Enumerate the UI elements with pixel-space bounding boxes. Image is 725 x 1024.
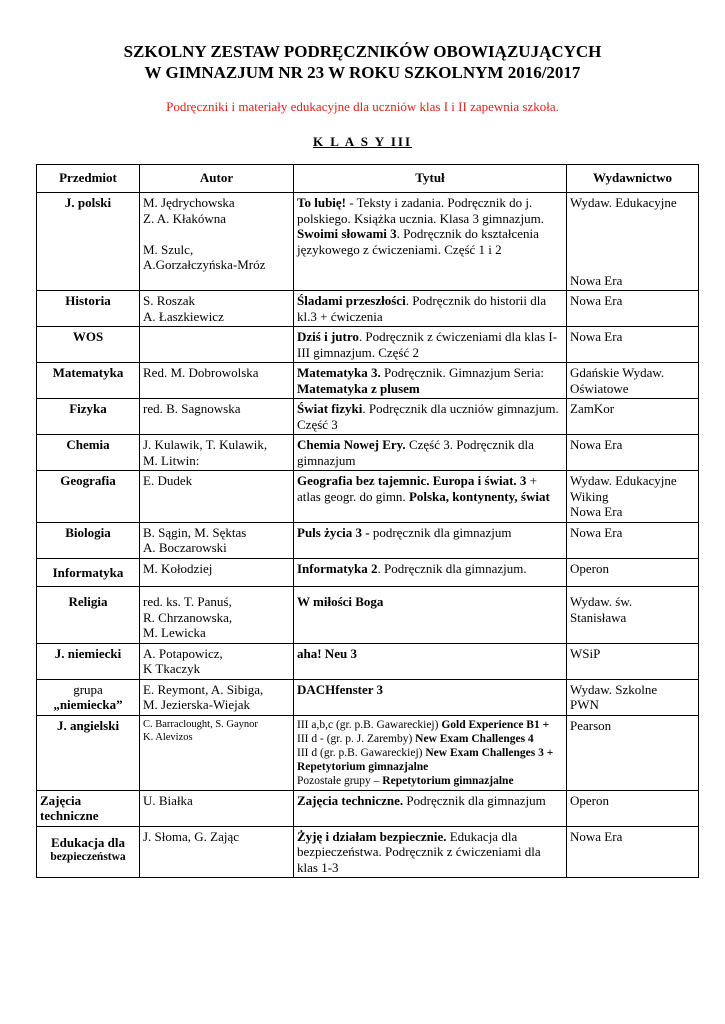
book-description: . Podręcznik dla uczniów gimnazjum. Część 3 <box>297 401 559 432</box>
publisher-line: Nowa Era <box>570 504 623 519</box>
author-cell <box>140 193 294 291</box>
column-header-publisher: Wydawnictwo <box>567 165 699 193</box>
book-description: . Podręcznik dla gimnazjum. <box>377 560 527 576</box>
publisher-line: Stanisława <box>570 609 627 625</box>
author-cell <box>140 643 294 679</box>
column-header-author: Autor <box>140 165 294 193</box>
book-title: Puls życia 3 - <box>297 524 370 540</box>
publisher-cell: Nowa Era <box>567 435 699 471</box>
publisher-cell: Operon <box>567 790 699 826</box>
book-title: New Exam Challenges 3 + Repetytorium gimnazjalne <box>297 746 554 773</box>
publisher-cell: Pearson <box>567 715 699 790</box>
table-row <box>37 715 699 790</box>
column-header-title: Tytuł <box>294 165 567 193</box>
table-row <box>37 522 699 558</box>
author-line: M. Lewicka <box>143 625 206 640</box>
publisher-line: PWN <box>570 697 599 712</box>
publisher-cell: Nowa Era <box>567 291 699 327</box>
publisher-line: Wydaw. Edukacyjne <box>570 473 677 488</box>
author-line: A.Gorzałczyńska-Mróz <box>143 257 266 272</box>
document-title-line-2: W GIMNAZJUM NR 23 W ROKU SZKOLNYM 2016/2017 <box>144 63 581 82</box>
author-line: E. Reymont, A. Sibiga, <box>143 681 264 697</box>
subject-cell: Biologia <box>37 522 140 558</box>
title-cell <box>294 587 567 644</box>
book-title: W miłości Boga <box>297 594 384 609</box>
subject-line: grupa <box>73 681 103 697</box>
publisher-line: Nowa Era <box>570 272 623 288</box>
title-cell <box>294 679 567 715</box>
book-title: To lubię! <box>297 195 347 210</box>
textbook-table <box>36 164 699 878</box>
publisher-cell: ZamKor <box>567 399 699 435</box>
author-line: A. Potapowicz, <box>143 645 223 661</box>
publisher-cell: Operon <box>567 558 699 587</box>
author-cell: U. Białka <box>140 790 294 826</box>
book-title: Gold Experience B1 + <box>441 718 550 731</box>
table-row <box>37 399 699 435</box>
author-line: S. Roszak <box>143 293 195 308</box>
atlas-title: Polska, kontynenty, świat <box>408 488 550 504</box>
book-title: Śladami przeszłości <box>297 293 406 308</box>
subject-cell: Informatyka <box>37 558 140 587</box>
publisher-cell: WSiP <box>567 643 699 679</box>
subject-cell: Religia <box>37 587 140 644</box>
author-line: C. Barraclought, S. Gaynor <box>143 718 258 730</box>
author-line: B. Sągin, M. Sęktas <box>143 524 247 540</box>
table-row <box>37 587 699 644</box>
author-cell <box>140 679 294 715</box>
book-title: Chemia Nowej Ery. <box>297 437 406 452</box>
book-title: Dziś i jutro <box>297 329 359 344</box>
book-title: Swoimi słowami 3 <box>297 226 397 241</box>
title-cell <box>294 790 567 826</box>
book-description: . Podręcznik do historii dla kl.3 + ćwiczenia <box>297 293 547 324</box>
author-cell <box>140 327 294 363</box>
table-header-row <box>37 165 699 193</box>
table-row <box>37 291 699 327</box>
title-cell <box>294 471 567 523</box>
author-cell <box>140 435 294 471</box>
publisher-line: Oświatowe <box>570 380 629 396</box>
group-label: III d - (gr. p. J. Zaremby) <box>297 732 416 745</box>
author-line: Z. A. Kłakówna <box>143 210 227 226</box>
author-cell: red. B. Sagnowska <box>140 399 294 435</box>
subject-cell: WOS <box>37 327 140 363</box>
table-row <box>37 679 699 715</box>
school-supplied-note: Podręczniki i materiały edukacyjne dla uczniów klas I i II zapewnia szkoła. <box>166 99 559 114</box>
subject-line: techniczne <box>40 808 99 823</box>
subject-cell <box>37 679 140 715</box>
book-description: Podręcznik dla gimnazjum <box>403 792 546 808</box>
book-title: Matematyka 3. <box>297 365 381 380</box>
book-description: + atlas geogr. do gimn. <box>297 473 537 504</box>
publisher-cell: Nowa Era <box>567 522 699 558</box>
author-line: M. Szulc, <box>143 241 194 257</box>
author-line: red. ks. T. Panuś, <box>143 594 232 609</box>
author-line: K Tkaczyk <box>143 661 201 676</box>
author-line: A. Boczarowski <box>143 540 227 555</box>
subject-cell <box>37 826 140 878</box>
book-description: - Teksty i zadania. Podręcznik do j. polskiego. Książka ucznia. Klasa 3 gimnazjum. <box>297 195 544 226</box>
publisher-cell: Nowa Era <box>567 327 699 363</box>
author-line: M. Litwin: <box>143 452 200 468</box>
book-description: Podręcznik. Gimnazjum Seria: <box>380 365 544 380</box>
subject-cell: Historia <box>37 291 140 327</box>
author-cell: J. Słoma, G. Zając <box>140 826 294 878</box>
publisher-cell <box>567 679 699 715</box>
subject-line: bezpieczeństwa <box>50 851 126 863</box>
title-cell <box>294 435 567 471</box>
subject-line: „niemiecka” <box>53 697 123 712</box>
author-cell <box>140 587 294 644</box>
publisher-line: Wydaw. Szkolne <box>570 681 658 697</box>
publisher-cell <box>567 193 699 291</box>
table-row <box>37 435 699 471</box>
table-row <box>37 826 699 878</box>
author-line: J. Kulawik, T. Kulawik, <box>143 437 268 452</box>
title-cell <box>294 643 567 679</box>
publisher-line: Wiking <box>570 488 609 504</box>
publisher-line: Gdańskie Wydaw. <box>570 365 665 380</box>
author-cell <box>140 522 294 558</box>
publisher-line: Wydaw. Edukacyjne <box>570 195 677 210</box>
title-cell <box>294 715 567 790</box>
subject-line: Zajęcia <box>40 792 82 808</box>
subject-cell: Fizyka <box>37 399 140 435</box>
publisher-cell <box>567 587 699 644</box>
book-title: Zajęcia techniczne. <box>297 792 404 808</box>
subject-cell: J. niemiecki <box>37 643 140 679</box>
author-cell <box>140 291 294 327</box>
table-row <box>37 558 699 587</box>
author-cell <box>140 715 294 790</box>
subject-cell: Chemia <box>37 435 140 471</box>
author-cell: Red. M. Dobrowolska <box>140 363 294 399</box>
book-title: Repetytorium gimnazjalne <box>382 774 514 787</box>
author-line: R. Chrzanowska, <box>143 609 233 625</box>
group-label: III a,b,c (gr. p.B. Gawareckiej) <box>297 718 442 731</box>
author-line: M. Jędrychowska <box>143 195 235 210</box>
title-cell <box>294 522 567 558</box>
subject-cell: J. polski <box>37 193 140 291</box>
group-label: Pozostałe grupy – <box>297 774 383 787</box>
author-cell: M. Kołodziej <box>140 558 294 587</box>
book-description: Edukacja dla bezpieczeństwa. Podręcznik z ćwiczeniami dla klas 1-3 <box>297 828 541 875</box>
title-cell <box>294 399 567 435</box>
group-label: III d (gr. p.B. Gawareckiej) <box>297 746 426 759</box>
author-cell: E. Dudek <box>140 471 294 523</box>
book-description: podręcznik dla gimnazjum <box>369 524 512 540</box>
subject-cell: Geografia <box>37 471 140 523</box>
publisher-cell <box>567 471 699 523</box>
table-row <box>37 193 699 291</box>
table-row <box>37 363 699 399</box>
publisher-cell: Nowa Era <box>567 826 699 878</box>
table-row <box>37 471 699 523</box>
title-cell <box>294 193 567 291</box>
book-title: Geografia bez tajemnic. Europa i świat. 3 <box>297 473 527 488</box>
table-row <box>37 327 699 363</box>
title-cell <box>294 558 567 587</box>
author-line: M. Jezierska-Wiejak <box>143 697 251 712</box>
subject-cell <box>37 790 140 826</box>
title-cell <box>294 363 567 399</box>
title-cell <box>294 291 567 327</box>
author-line: A. Łaszkiewicz <box>143 308 224 324</box>
book-description: . Podręcznik z ćwiczeniami dla klas I-III gimnazjum. Część 2 <box>297 329 558 360</box>
table-row <box>37 643 699 679</box>
publisher-cell <box>567 363 699 399</box>
book-title: Informatyka 2 <box>297 560 378 576</box>
subject-cell: Matematyka <box>37 363 140 399</box>
table-row <box>37 790 699 826</box>
book-description: . Podręcznik do kształcenia językowego z ćwiczeniami. Część 1 i 2 <box>297 226 539 257</box>
book-series: Matematyka z plusem <box>297 380 420 396</box>
publisher-line: Wydaw. św. <box>570 594 633 609</box>
title-cell <box>294 826 567 878</box>
document-title-line-1: SZKOLNY ZESTAW PODRĘCZNIKÓW OBOWIĄZUJĄCYCH <box>123 42 602 61</box>
book-description: Część 3. Podręcznik dla gimnazjum <box>297 437 534 468</box>
book-title: Żyję i działam bezpiecznie. <box>297 828 447 844</box>
subject-cell: J. angielski <box>37 715 140 790</box>
class-heading: K L A S Y III <box>312 134 413 149</box>
subject-line: Edukacja dla <box>50 834 126 850</box>
book-title: DACHfenster 3 <box>297 681 384 697</box>
author-line: K. Alevizos <box>143 731 193 743</box>
book-title: aha! Neu 3 <box>297 645 357 661</box>
book-title: Świat fizyki <box>297 401 363 416</box>
column-header-subject: Przedmiot <box>37 165 140 193</box>
book-title: New Exam Challenges 4 <box>415 732 534 745</box>
title-cell <box>294 327 567 363</box>
